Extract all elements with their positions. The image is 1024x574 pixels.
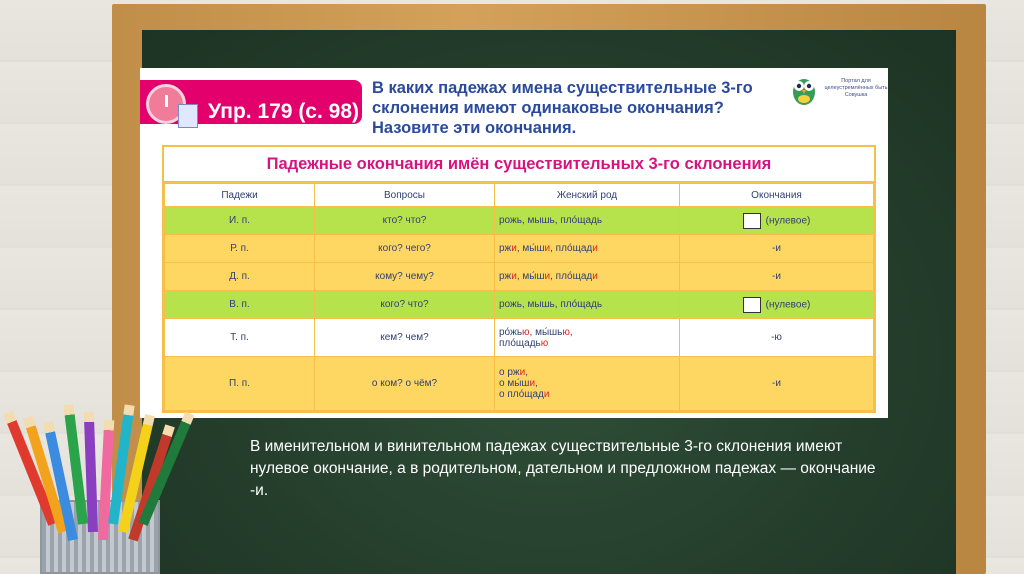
- exercise-title: Упр. 179 (с. 98): [208, 100, 360, 123]
- endings-grid: [164, 183, 874, 411]
- question-cell: о ком? о чём?: [315, 357, 495, 411]
- owl-icon: [790, 74, 818, 106]
- word-stem: о пло́щад: [499, 389, 544, 400]
- ending-text: (нулевое): [765, 215, 811, 227]
- table-row: [165, 291, 874, 319]
- word-stem: пло́щадь: [499, 337, 541, 349]
- word-stem: , мы́шь: [529, 326, 563, 338]
- word-line: [499, 299, 675, 310]
- header-feminine: Женский род: [495, 184, 680, 207]
- word-line: [499, 327, 675, 338]
- word-forms-cell: [495, 319, 680, 357]
- ending-cell: [680, 207, 874, 235]
- ending-cell: [680, 291, 874, 319]
- word-stem: рж: [499, 271, 512, 282]
- ending-text: -и: [772, 378, 781, 389]
- word-line: [499, 215, 675, 226]
- word-stem: о рж: [499, 367, 520, 378]
- word-stem: , пло́щад: [550, 243, 593, 254]
- word-line: [499, 367, 675, 378]
- header-endings: Окончания: [680, 184, 874, 207]
- zero-ending-box-icon: [743, 213, 761, 229]
- ending-cell: [680, 263, 874, 291]
- ending-highlight: и: [592, 271, 598, 282]
- exercise-card: [140, 68, 888, 418]
- table-header-row: [165, 184, 874, 207]
- ending-highlight: и: [592, 243, 598, 254]
- word-stem: о мы́ш: [499, 378, 530, 389]
- ending-text: -и: [772, 271, 781, 282]
- word-line: [499, 389, 675, 400]
- table-title: Падежные окончания имён существительных 3-го склонения: [164, 147, 874, 183]
- word-stem: рожь, мышь, пло́щадь: [499, 299, 603, 310]
- word-forms-cell: [495, 263, 680, 291]
- ending-cell: [680, 235, 874, 263]
- word-stem: рж: [499, 243, 512, 254]
- case-cell: Т. п.: [165, 319, 315, 357]
- header-cases: Падежи: [165, 184, 315, 207]
- ending-highlight: и: [543, 389, 550, 400]
- exercise-header: [140, 80, 362, 124]
- table-row: [165, 207, 874, 235]
- case-cell: Д. п.: [165, 263, 315, 291]
- word-stem: , мы́ш: [516, 243, 545, 254]
- word-stem: рожь, мышь, пло́щадь: [499, 215, 603, 226]
- case-cell: П. п.: [165, 357, 315, 411]
- ending-highlight: ю: [540, 337, 549, 349]
- question-cell: кого? что?: [315, 291, 495, 319]
- word-line: [499, 243, 675, 254]
- document-icon: [178, 104, 198, 128]
- word-stem: ,: [535, 378, 538, 389]
- ending-highlight: ю: [522, 326, 530, 338]
- question-cell: кого? чего?: [315, 235, 495, 263]
- word-stem: , пло́щад: [550, 271, 593, 282]
- word-line: [499, 271, 675, 282]
- table-row: [165, 319, 874, 357]
- ending-cell: [680, 357, 874, 411]
- table-row: [165, 235, 874, 263]
- word-forms-cell: [495, 207, 680, 235]
- ending-highlight: и: [544, 271, 551, 282]
- question-cell: кем? чем?: [315, 319, 495, 357]
- word-forms-cell: [495, 357, 680, 411]
- ending-highlight: и: [529, 378, 536, 389]
- ending-highlight: ю: [562, 326, 570, 338]
- portal-caption: Портал для целеустремлённых быть Совушка: [824, 78, 888, 98]
- ending-text: (нулевое): [765, 299, 811, 311]
- ending-text: -и: [772, 243, 781, 254]
- ending-highlight: и: [511, 271, 517, 282]
- header-questions: Вопросы: [315, 184, 495, 207]
- endings-table: [162, 145, 876, 413]
- word-stem: , мы́ш: [516, 271, 545, 282]
- table-row: [165, 357, 874, 411]
- ending-highlight: и: [544, 243, 551, 254]
- case-cell: В. п.: [165, 291, 315, 319]
- ending-cell: [680, 319, 874, 357]
- table-row: [165, 263, 874, 291]
- ending-highlight: и: [511, 243, 517, 254]
- case-cell: И. п.: [165, 207, 315, 235]
- word-line: [499, 378, 675, 389]
- word-forms-cell: [495, 291, 680, 319]
- case-cell: Р. п.: [165, 235, 315, 263]
- exercise-question: В каких падежах имена существительные 3-го склонения имеют одинаковые окончания? Назовите эти окончания.: [372, 79, 753, 137]
- answer-text: В именительном и винительном падежах существительные 3-го склонения имеют нулевое окончание, а в родительном, дательном и предложном падежах — окончание -и.: [250, 438, 876, 499]
- question-cell: кто? что?: [315, 207, 495, 235]
- word-line: [499, 338, 675, 349]
- word-stem: ,: [525, 367, 528, 378]
- question-cell: кому? чему?: [315, 263, 495, 291]
- zero-ending-box-icon: [743, 297, 761, 313]
- word-forms-cell: [495, 235, 680, 263]
- word-stem: ро́жь: [499, 326, 523, 338]
- word-stem: ,: [569, 326, 573, 338]
- ending-highlight: и: [519, 367, 526, 378]
- ending-text: -ю: [771, 332, 782, 343]
